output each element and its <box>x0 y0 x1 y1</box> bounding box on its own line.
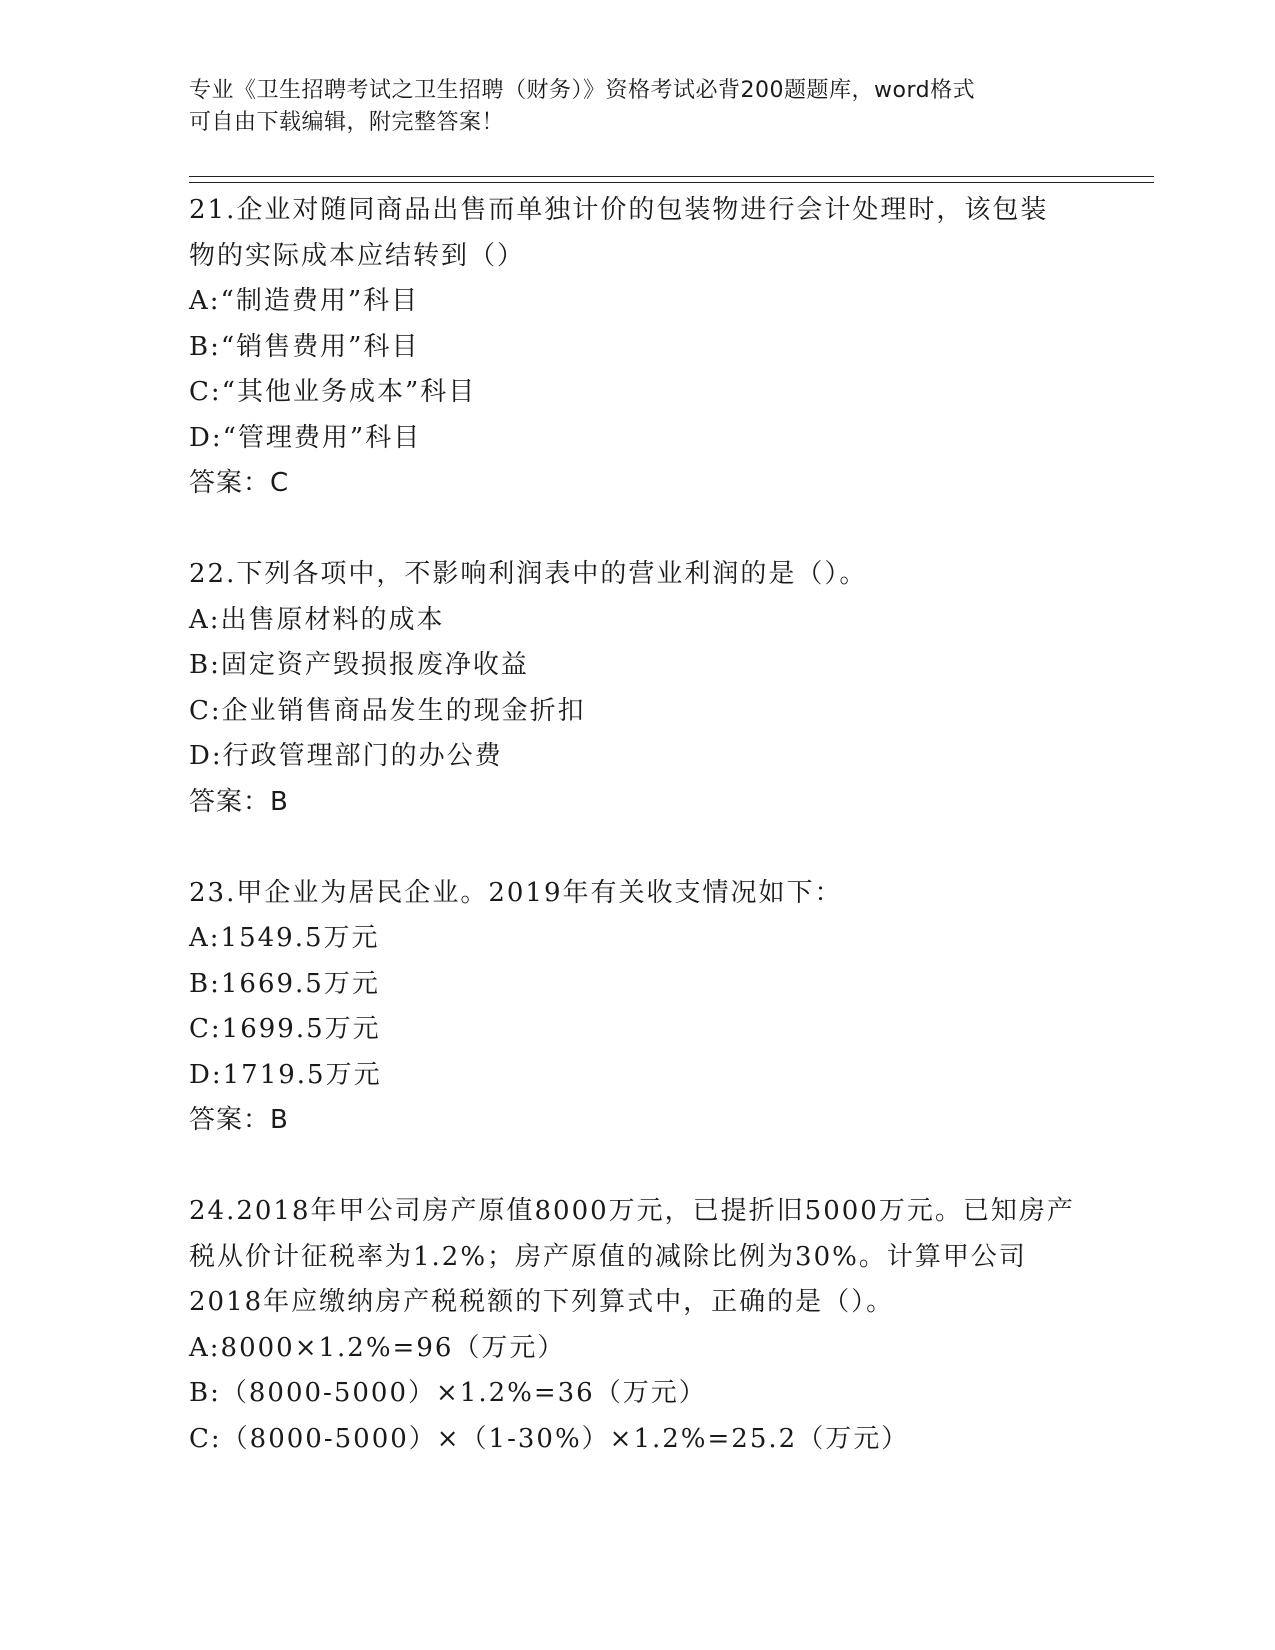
question-stem-line: 24.2018年甲公司房产原值8000万元，已提折旧5000万元。已知房产 <box>189 1196 1075 1226</box>
option-b: B:（8000-5000）×1.2%=36（万元） <box>189 1378 707 1408</box>
question-spacer <box>189 1144 1089 1190</box>
option-a: A:1549.5万元 <box>189 923 380 953</box>
header-divider-bottom <box>189 182 1154 183</box>
question-23 <box>189 871 1089 1144</box>
answer-line: 答案：C <box>189 468 290 498</box>
option-d: D:“管理费用”科目 <box>189 422 422 453</box>
answer-line: 答案：B <box>189 786 289 817</box>
option-a: A:8000×1.2%=96（万元） <box>189 1332 566 1363</box>
header-divider-top <box>189 176 1154 177</box>
document-header <box>189 75 1069 139</box>
answer-line: 答案：B <box>189 1105 289 1135</box>
question-stem-line: 23.甲企业为居民企业。2019年有关收支情况如下： <box>189 877 843 908</box>
question-stem-line: 22.下列各项中，不影响利润表中的营业利润的是（）。 <box>189 559 868 589</box>
option-c: C:“其他业务成本”科目 <box>189 377 477 407</box>
option-c: C:1699.5万元 <box>189 1014 381 1044</box>
question-22 <box>189 552 1089 825</box>
question-spacer <box>189 825 1089 871</box>
question-stem-line: 物的实际成本应结转到（） <box>189 240 526 271</box>
header-line-2: 可自由下载编辑，附完整答案！ <box>189 110 505 135</box>
option-c: C:企业销售商品发生的现金折扣 <box>189 695 586 726</box>
header-line-1: 专业《卫生招聘考试之卫生招聘（财务）》资格考试必背200题题库，word格式 <box>189 78 976 103</box>
question-stem-line: 2018年应缴纳房产税税额的下列算式中，正确的是（）。 <box>189 1287 895 1317</box>
option-b: B:固定资产毁损报废净收益 <box>189 650 529 680</box>
option-a: A:“制造费用”科目 <box>189 286 420 316</box>
option-d: D:行政管理部门的办公费 <box>189 741 503 771</box>
question-list <box>189 188 1089 1462</box>
option-d: D:1719.5万元 <box>189 1059 382 1090</box>
question-21 <box>189 188 1089 507</box>
question-24 <box>189 1189 1089 1462</box>
option-a: A:出售原材料的成本 <box>189 604 445 635</box>
question-stem-line: 21.企业对随同商品出售而单独计价的包装物进行会计处理时，该包装 <box>189 195 1049 225</box>
option-c: C:（8000-5000）×（1-30%）×1.2%=25.2（万元） <box>189 1423 910 1454</box>
option-b: B:1669.5万元 <box>189 968 380 999</box>
question-stem-line: 税从价计征税率为1.2%；房产原值的减除比例为30%。计算甲公司 <box>189 1241 1027 1272</box>
question-spacer <box>189 507 1089 553</box>
option-b: B:“销售费用”科目 <box>189 331 420 362</box>
